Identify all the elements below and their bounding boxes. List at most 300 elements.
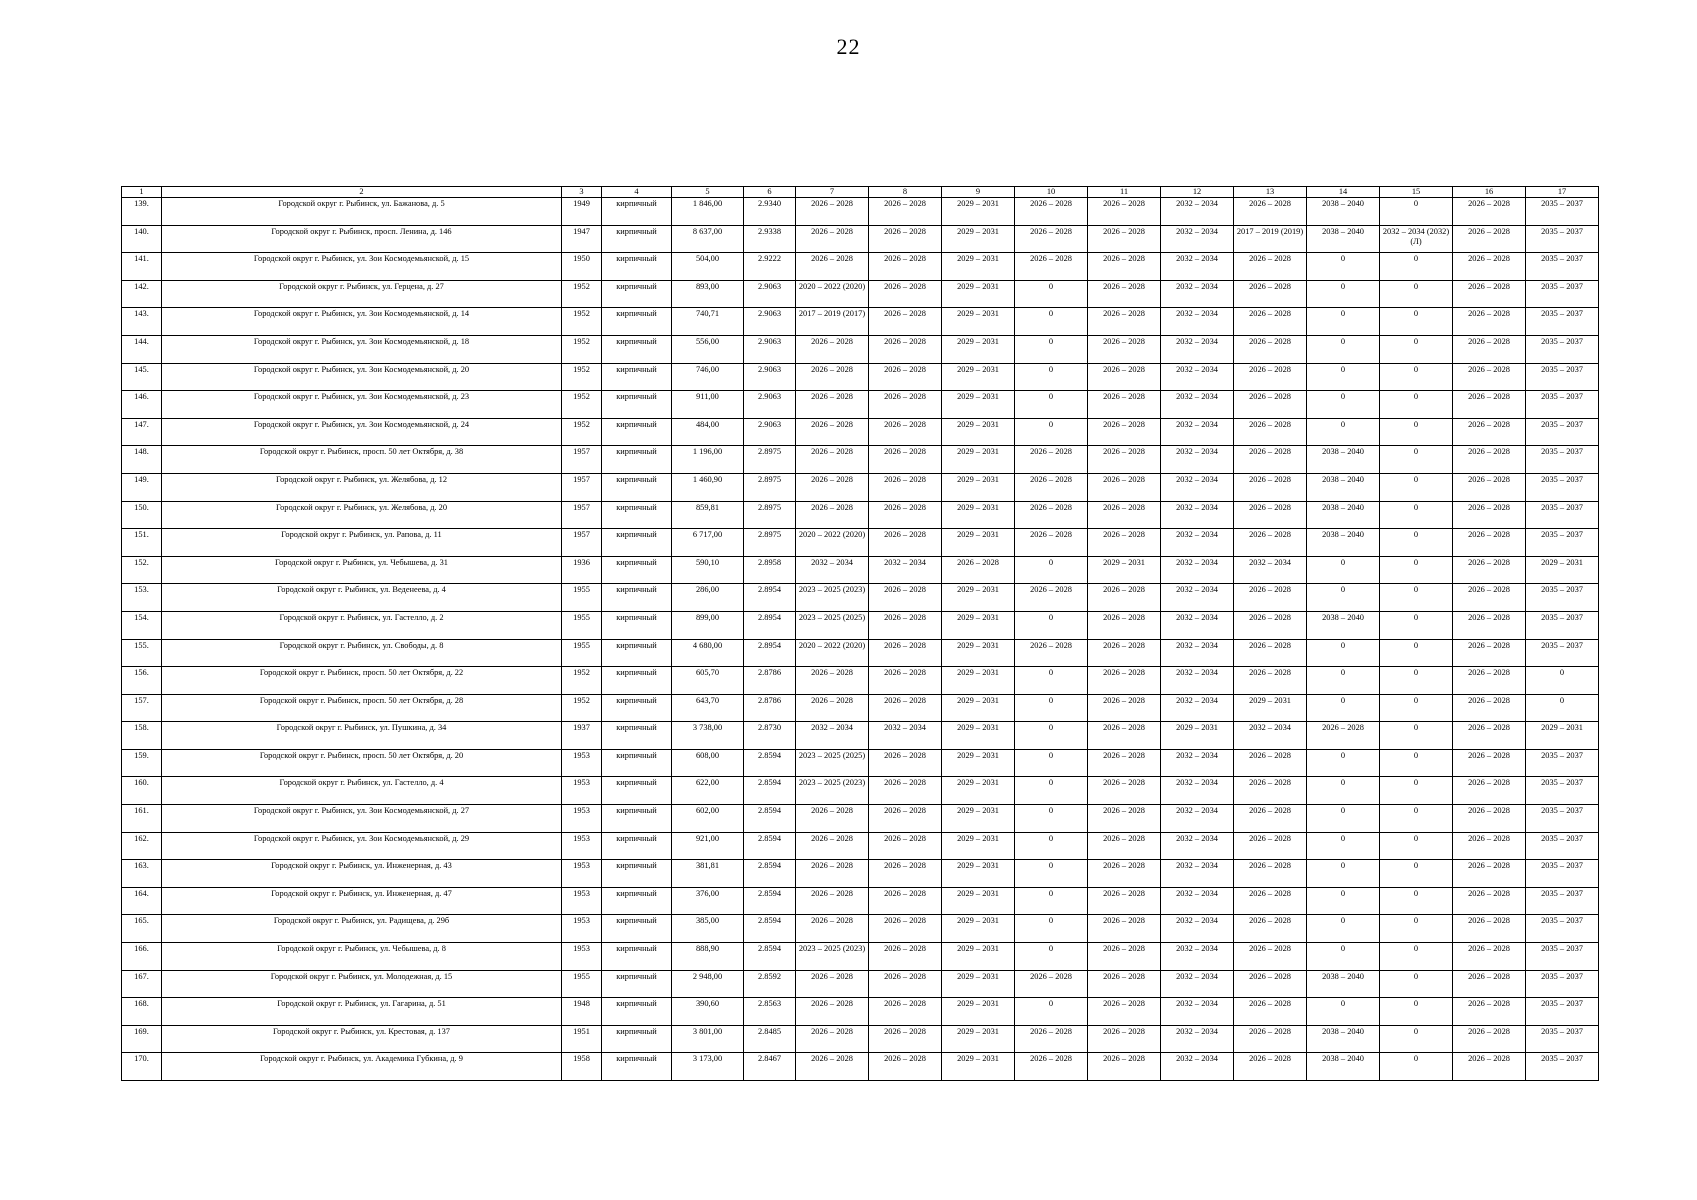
- table-cell-col-4: кирпичный: [602, 611, 672, 639]
- table-cell-col-17: 2035 – 2037: [1526, 639, 1599, 667]
- table-cell-col-10: 2026 – 2028: [1015, 584, 1088, 612]
- table-cell-col-8: 2026 – 2028: [869, 777, 942, 805]
- table-cell-col-3: 1950: [562, 253, 602, 281]
- table-cell-col-13: 2026 – 2028: [1234, 446, 1307, 474]
- address-cell: Городской округ г. Рыбинск, ул. Радищева, д. 29б: [162, 915, 562, 943]
- table-cell-col-3: 1948: [562, 998, 602, 1026]
- table-cell-col-6: 2.8594: [744, 943, 796, 971]
- table-cell-col-15: 0: [1380, 639, 1453, 667]
- table-cell-col-15: 0: [1380, 418, 1453, 446]
- table-cell-col-15: 0: [1380, 722, 1453, 750]
- table-cell-col-3: 1951: [562, 1025, 602, 1053]
- table-cell-col-6: 2.8592: [744, 970, 796, 998]
- table-cell-col-15: 0: [1380, 529, 1453, 557]
- table-cell-col-11: 2026 – 2028: [1088, 915, 1161, 943]
- area-cell: 286,00: [672, 584, 744, 612]
- table-cell-col-13: 2026 – 2028: [1234, 639, 1307, 667]
- table-cell-col-11: 2026 – 2028: [1088, 446, 1161, 474]
- row-number-cell: 166.: [122, 943, 162, 971]
- table-cell-col-17: 2035 – 2037: [1526, 253, 1599, 281]
- column-header-7: 7: [796, 187, 869, 198]
- table-cell-col-6: 2.8594: [744, 860, 796, 888]
- table-cell-col-11: 2026 – 2028: [1088, 584, 1161, 612]
- address-cell: Городской округ г. Рыбинск, ул. Зои Космодемьянской, д. 20: [162, 363, 562, 391]
- table-row: [122, 970, 1599, 998]
- table-cell-col-17: 2035 – 2037: [1526, 860, 1599, 888]
- table-cell-col-11: 2026 – 2028: [1088, 473, 1161, 501]
- table-cell-col-8: 2026 – 2028: [869, 915, 942, 943]
- table-cell-col-14: 0: [1307, 915, 1380, 943]
- table-cell-col-17: 2035 – 2037: [1526, 749, 1599, 777]
- table-cell-col-14: 2038 – 2040: [1307, 1025, 1380, 1053]
- address-cell: Городской округ г. Рыбинск, просп. 50 лет Октября, д. 38: [162, 446, 562, 474]
- table-cell-col-7: 2032 – 2034: [796, 556, 869, 584]
- table-cell-col-17: 2035 – 2037: [1526, 805, 1599, 833]
- table-cell-col-4: кирпичный: [602, 418, 672, 446]
- table-cell-col-8: 2032 – 2034: [869, 556, 942, 584]
- address-cell: Городской округ г. Рыбинск, ул. Гагарина, д. 51: [162, 998, 562, 1026]
- row-number-cell: 146.: [122, 391, 162, 419]
- table-cell-col-6: 2.8594: [744, 805, 796, 833]
- area-cell: 385,00: [672, 915, 744, 943]
- area-cell: 893,00: [672, 280, 744, 308]
- area-cell: 899,00: [672, 611, 744, 639]
- table-cell-col-16: 2026 – 2028: [1453, 805, 1526, 833]
- table-cell-col-15: 0: [1380, 391, 1453, 419]
- table-cell-col-16: 2026 – 2028: [1453, 335, 1526, 363]
- address-cell: Городской округ г. Рыбинск, ул. Зои Космодемьянской, д. 15: [162, 253, 562, 281]
- table-cell-col-14: 0: [1307, 253, 1380, 281]
- table-cell-col-8: 2026 – 2028: [869, 253, 942, 281]
- table-cell-col-14: 2038 – 2040: [1307, 501, 1380, 529]
- row-number-cell: 150.: [122, 501, 162, 529]
- table-cell-col-7: 2026 – 2028: [796, 694, 869, 722]
- table-cell-col-11: 2026 – 2028: [1088, 280, 1161, 308]
- table-cell-col-16: 2026 – 2028: [1453, 1025, 1526, 1053]
- table-cell-col-12: 2032 – 2034: [1161, 225, 1234, 253]
- table-cell-col-15: 0: [1380, 611, 1453, 639]
- table-cell-col-9: 2029 – 2031: [942, 998, 1015, 1026]
- table-cell-col-8: 2026 – 2028: [869, 280, 942, 308]
- table-cell-col-17: 2035 – 2037: [1526, 501, 1599, 529]
- table-row: [122, 308, 1599, 336]
- table-cell-col-11: 2026 – 2028: [1088, 225, 1161, 253]
- table-cell-col-4: кирпичный: [602, 970, 672, 998]
- table-cell-col-9: 2029 – 2031: [942, 529, 1015, 557]
- table-cell-col-16: 2026 – 2028: [1453, 418, 1526, 446]
- table-row: [122, 915, 1599, 943]
- table-cell-col-10: 0: [1015, 943, 1088, 971]
- table-cell-col-10: 0: [1015, 749, 1088, 777]
- column-header-3: 3: [562, 187, 602, 198]
- table-cell-col-16: 2026 – 2028: [1453, 887, 1526, 915]
- table-row: [122, 611, 1599, 639]
- row-number-cell: 144.: [122, 335, 162, 363]
- table-cell-col-7: 2020 – 2022 (2020): [796, 280, 869, 308]
- address-cell: Городской округ г. Рыбинск, ул. Желябова, д. 20: [162, 501, 562, 529]
- table-cell-col-14: 2026 – 2028: [1307, 722, 1380, 750]
- table-cell-col-14: 2038 – 2040: [1307, 1053, 1380, 1081]
- table-cell-col-17: 2035 – 2037: [1526, 529, 1599, 557]
- table-cell-col-6: 2.8485: [744, 1025, 796, 1053]
- table-cell-col-17: 2035 – 2037: [1526, 446, 1599, 474]
- table-cell-col-15: 0: [1380, 501, 1453, 529]
- table-cell-col-15: 0: [1380, 280, 1453, 308]
- table-cell-col-15: 0: [1380, 805, 1453, 833]
- table-cell-col-10: 0: [1015, 832, 1088, 860]
- table-row: [122, 667, 1599, 695]
- table-cell-col-11: 2026 – 2028: [1088, 667, 1161, 695]
- table-cell-col-10: 0: [1015, 308, 1088, 336]
- table-cell-col-10: 0: [1015, 335, 1088, 363]
- table-cell-col-13: 2026 – 2028: [1234, 198, 1307, 226]
- table-cell-col-13: 2026 – 2028: [1234, 253, 1307, 281]
- table-cell-col-3: 1952: [562, 667, 602, 695]
- table-cell-col-13: 2026 – 2028: [1234, 1025, 1307, 1053]
- address-cell: Городской округ г. Рыбинск, ул. Свободы, д. 8: [162, 639, 562, 667]
- row-number-cell: 159.: [122, 749, 162, 777]
- table-cell-col-13: 2026 – 2028: [1234, 749, 1307, 777]
- table-cell-col-8: 2026 – 2028: [869, 418, 942, 446]
- table-cell-col-6: 2.8563: [744, 998, 796, 1026]
- table-cell-col-4: кирпичный: [602, 198, 672, 226]
- table-cell-col-4: кирпичный: [602, 777, 672, 805]
- table-cell-col-12: 2032 – 2034: [1161, 970, 1234, 998]
- table-cell-col-10: 2026 – 2028: [1015, 253, 1088, 281]
- table-cell-col-11: 2026 – 2028: [1088, 749, 1161, 777]
- table-cell-col-10: 2026 – 2028: [1015, 1025, 1088, 1053]
- table-cell-col-3: 1952: [562, 694, 602, 722]
- table-row: [122, 253, 1599, 281]
- table-cell-col-11: 2026 – 2028: [1088, 529, 1161, 557]
- table-cell-col-17: 2035 – 2037: [1526, 970, 1599, 998]
- table-row: [122, 473, 1599, 501]
- row-number-cell: 169.: [122, 1025, 162, 1053]
- table-cell-col-16: 2026 – 2028: [1453, 860, 1526, 888]
- table-cell-col-7: 2023 – 2025 (2025): [796, 611, 869, 639]
- table-cell-col-4: кирпичный: [602, 749, 672, 777]
- table-cell-col-13: 2026 – 2028: [1234, 998, 1307, 1026]
- table-cell-col-12: 2032 – 2034: [1161, 749, 1234, 777]
- table-cell-col-8: 2026 – 2028: [869, 335, 942, 363]
- table-cell-col-14: 0: [1307, 556, 1380, 584]
- table-cell-col-12: 2032 – 2034: [1161, 280, 1234, 308]
- table-cell-col-12: 2032 – 2034: [1161, 418, 1234, 446]
- table-cell-col-12: 2032 – 2034: [1161, 473, 1234, 501]
- row-number-cell: 170.: [122, 1053, 162, 1081]
- table-cell-col-10: 0: [1015, 667, 1088, 695]
- row-number-cell: 151.: [122, 529, 162, 557]
- table-cell-col-6: 2.9063: [744, 308, 796, 336]
- table-cell-col-10: 0: [1015, 722, 1088, 750]
- table-cell-col-11: 2026 – 2028: [1088, 198, 1161, 226]
- table-row: [122, 556, 1599, 584]
- table-cell-col-4: кирпичный: [602, 915, 672, 943]
- table-cell-col-3: 1953: [562, 749, 602, 777]
- table-cell-col-12: 2032 – 2034: [1161, 446, 1234, 474]
- table-cell-col-6: 2.9063: [744, 391, 796, 419]
- table-cell-col-17: 2035 – 2037: [1526, 943, 1599, 971]
- table-cell-col-12: 2029 – 2031: [1161, 722, 1234, 750]
- table-cell-col-4: кирпичный: [602, 253, 672, 281]
- table-cell-col-8: 2026 – 2028: [869, 584, 942, 612]
- table-cell-col-6: 2.8954: [744, 639, 796, 667]
- table-cell-col-6: 2.8594: [744, 887, 796, 915]
- table-cell-col-7: 2026 – 2028: [796, 1025, 869, 1053]
- table-row: [122, 749, 1599, 777]
- table-cell-col-15: 0: [1380, 887, 1453, 915]
- table-cell-col-14: 2038 – 2040: [1307, 225, 1380, 253]
- table-row: [122, 335, 1599, 363]
- table-cell-col-6: 2.9063: [744, 280, 796, 308]
- table-cell-col-9: 2029 – 2031: [942, 667, 1015, 695]
- table-cell-col-9: 2029 – 2031: [942, 970, 1015, 998]
- table-cell-col-6: 2.8730: [744, 722, 796, 750]
- table-cell-col-8: 2026 – 2028: [869, 611, 942, 639]
- table-cell-col-7: 2026 – 2028: [796, 198, 869, 226]
- table-cell-col-13: 2026 – 2028: [1234, 1053, 1307, 1081]
- table-cell-col-11: 2026 – 2028: [1088, 970, 1161, 998]
- address-cell: Городской округ г. Рыбинск, ул. Зои Космодемьянской, д. 23: [162, 391, 562, 419]
- table-cell-col-3: 1952: [562, 391, 602, 419]
- table-cell-col-9: 2029 – 2031: [942, 805, 1015, 833]
- row-number-cell: 153.: [122, 584, 162, 612]
- table-cell-col-12: 2032 – 2034: [1161, 667, 1234, 695]
- table-cell-col-4: кирпичный: [602, 694, 672, 722]
- address-cell: Городской округ г. Рыбинск, ул. Рапова, д. 11: [162, 529, 562, 557]
- table-cell-col-16: 2026 – 2028: [1453, 611, 1526, 639]
- table-cell-col-11: 2026 – 2028: [1088, 418, 1161, 446]
- table-cell-col-10: 2026 – 2028: [1015, 1053, 1088, 1081]
- table-cell-col-13: 2026 – 2028: [1234, 970, 1307, 998]
- table-cell-col-11: 2026 – 2028: [1088, 832, 1161, 860]
- table-cell-col-9: 2029 – 2031: [942, 225, 1015, 253]
- table-cell-col-10: 0: [1015, 391, 1088, 419]
- table-row: [122, 1053, 1599, 1081]
- table-cell-col-14: 2038 – 2040: [1307, 529, 1380, 557]
- table-cell-col-11: 2026 – 2028: [1088, 1053, 1161, 1081]
- table-cell-col-6: 2.8786: [744, 694, 796, 722]
- table-cell-col-9: 2029 – 2031: [942, 611, 1015, 639]
- table-cell-col-16: 2026 – 2028: [1453, 749, 1526, 777]
- table-cell-col-13: 2026 – 2028: [1234, 887, 1307, 915]
- column-header-12: 12: [1161, 187, 1234, 198]
- table-cell-col-14: 0: [1307, 887, 1380, 915]
- table-cell-col-7: 2020 – 2022 (2020): [796, 639, 869, 667]
- table-cell-col-7: 2026 – 2028: [796, 253, 869, 281]
- table-cell-col-9: 2029 – 2031: [942, 1025, 1015, 1053]
- row-number-cell: 156.: [122, 667, 162, 695]
- table-cell-col-10: 0: [1015, 887, 1088, 915]
- table-cell-col-13: 2026 – 2028: [1234, 667, 1307, 695]
- table-cell-col-17: 2035 – 2037: [1526, 280, 1599, 308]
- table-cell-col-7: 2026 – 2028: [796, 1053, 869, 1081]
- table-cell-col-10: 0: [1015, 363, 1088, 391]
- table-cell-col-7: 2026 – 2028: [796, 805, 869, 833]
- table-cell-col-10: 2026 – 2028: [1015, 970, 1088, 998]
- table-cell-col-17: 2035 – 2037: [1526, 887, 1599, 915]
- area-cell: 602,00: [672, 805, 744, 833]
- address-cell: Городской округ г. Рыбинск, просп. Ленина, д. 146: [162, 225, 562, 253]
- area-cell: 381,81: [672, 860, 744, 888]
- table-cell-col-6: 2.8954: [744, 584, 796, 612]
- row-number-cell: 143.: [122, 308, 162, 336]
- table-row: [122, 446, 1599, 474]
- table-cell-col-15: 2032 – 2034 (2032) (Л): [1380, 225, 1453, 253]
- table-cell-col-12: 2032 – 2034: [1161, 777, 1234, 805]
- table-cell-col-14: 0: [1307, 805, 1380, 833]
- table-cell-col-10: 0: [1015, 805, 1088, 833]
- table-cell-col-8: 2026 – 2028: [869, 501, 942, 529]
- area-cell: 911,00: [672, 391, 744, 419]
- table-cell-col-8: 2026 – 2028: [869, 198, 942, 226]
- column-header-13: 13: [1234, 187, 1307, 198]
- table-cell-col-12: 2032 – 2034: [1161, 639, 1234, 667]
- table-cell-col-8: 2026 – 2028: [869, 473, 942, 501]
- table-cell-col-4: кирпичный: [602, 363, 672, 391]
- row-number-cell: 145.: [122, 363, 162, 391]
- table-cell-col-3: 1952: [562, 335, 602, 363]
- table-cell-col-16: 2026 – 2028: [1453, 694, 1526, 722]
- table-row: [122, 198, 1599, 226]
- address-cell: Городской округ г. Рыбинск, ул. Крестовая, д. 137: [162, 1025, 562, 1053]
- table-cell-col-7: 2023 – 2025 (2023): [796, 943, 869, 971]
- table-cell-col-12: 2032 – 2034: [1161, 335, 1234, 363]
- table-cell-col-14: 2038 – 2040: [1307, 446, 1380, 474]
- address-cell: Городской округ г. Рыбинск, просп. 50 лет Октября, д. 20: [162, 749, 562, 777]
- table-cell-col-14: 0: [1307, 860, 1380, 888]
- table-cell-col-16: 2026 – 2028: [1453, 446, 1526, 474]
- table-cell-col-12: 2032 – 2034: [1161, 556, 1234, 584]
- table-cell-col-13: 2026 – 2028: [1234, 611, 1307, 639]
- table-cell-col-14: 2038 – 2040: [1307, 473, 1380, 501]
- table-cell-col-15: 0: [1380, 998, 1453, 1026]
- table-cell-col-6: 2.8975: [744, 446, 796, 474]
- table-cell-col-10: 0: [1015, 694, 1088, 722]
- table-cell-col-12: 2032 – 2034: [1161, 1025, 1234, 1053]
- table-cell-col-4: кирпичный: [602, 1025, 672, 1053]
- area-cell: 590,10: [672, 556, 744, 584]
- table-cell-col-7: 2026 – 2028: [796, 418, 869, 446]
- table-cell-col-13: 2026 – 2028: [1234, 335, 1307, 363]
- table-cell-col-4: кирпичный: [602, 225, 672, 253]
- column-header-4: 4: [602, 187, 672, 198]
- table-cell-col-15: 0: [1380, 970, 1453, 998]
- table-cell-col-6: 2.8594: [744, 749, 796, 777]
- table-cell-col-16: 2026 – 2028: [1453, 225, 1526, 253]
- area-cell: 390,60: [672, 998, 744, 1026]
- table-cell-col-6: 2.8594: [744, 832, 796, 860]
- table-cell-col-3: 1953: [562, 805, 602, 833]
- table-cell-col-15: 0: [1380, 860, 1453, 888]
- table-cell-col-15: 0: [1380, 198, 1453, 226]
- table-cell-col-10: 0: [1015, 611, 1088, 639]
- table-cell-col-13: 2032 – 2034: [1234, 556, 1307, 584]
- table-cell-col-7: 2026 – 2028: [796, 832, 869, 860]
- table-cell-col-14: 0: [1307, 584, 1380, 612]
- area-cell: 3 801,00: [672, 1025, 744, 1053]
- table-cell-col-10: 2026 – 2028: [1015, 446, 1088, 474]
- address-cell: Городской округ г. Рыбинск, ул. Герцена, д. 27: [162, 280, 562, 308]
- address-cell: Городской округ г. Рыбинск, ул. Инженерная, д. 43: [162, 860, 562, 888]
- table-row: [122, 722, 1599, 750]
- table-cell-col-6: 2.9063: [744, 418, 796, 446]
- table-cell-col-4: кирпичный: [602, 805, 672, 833]
- row-number-cell: 157.: [122, 694, 162, 722]
- table-cell-col-9: 2029 – 2031: [942, 1053, 1015, 1081]
- table-cell-col-9: 2029 – 2031: [942, 915, 1015, 943]
- address-cell: Городской округ г. Рыбинск, ул. Бажанова, д. 5: [162, 198, 562, 226]
- address-cell: Городской округ г. Рыбинск, ул. Зои Космодемьянской, д. 29: [162, 832, 562, 860]
- table-cell-col-12: 2032 – 2034: [1161, 253, 1234, 281]
- table-cell-col-17: 2035 – 2037: [1526, 584, 1599, 612]
- table-cell-col-13: 2017 – 2019 (2019): [1234, 225, 1307, 253]
- table-cell-col-8: 2026 – 2028: [869, 749, 942, 777]
- table-cell-col-11: 2026 – 2028: [1088, 777, 1161, 805]
- table-cell-col-8: 2026 – 2028: [869, 363, 942, 391]
- table-cell-col-9: 2029 – 2031: [942, 584, 1015, 612]
- table-cell-col-9: 2029 – 2031: [942, 335, 1015, 363]
- table-cell-col-6: 2.8975: [744, 501, 796, 529]
- table-cell-col-17: 2035 – 2037: [1526, 418, 1599, 446]
- table-cell-col-4: кирпичный: [602, 943, 672, 971]
- table-cell-col-7: 2023 – 2025 (2025): [796, 749, 869, 777]
- table-cell-col-7: 2026 – 2028: [796, 887, 869, 915]
- row-number-cell: 160.: [122, 777, 162, 805]
- area-cell: 6 717,00: [672, 529, 744, 557]
- address-cell: Городской округ г. Рыбинск, ул. Гастелло, д. 2: [162, 611, 562, 639]
- table-cell-col-8: 2026 – 2028: [869, 529, 942, 557]
- column-header-6: 6: [744, 187, 796, 198]
- row-number-cell: 141.: [122, 253, 162, 281]
- table-cell-col-4: кирпичный: [602, 887, 672, 915]
- address-cell: Городской округ г. Рыбинск, ул. Зои Космодемьянской, д. 14: [162, 308, 562, 336]
- table-cell-col-10: 0: [1015, 418, 1088, 446]
- column-header-14: 14: [1307, 187, 1380, 198]
- table-cell-col-14: 0: [1307, 694, 1380, 722]
- table-cell-col-17: 2035 – 2037: [1526, 1025, 1599, 1053]
- address-cell: Городской округ г. Рыбинск, ул. Чебышева, д. 31: [162, 556, 562, 584]
- table-cell-col-3: 1955: [562, 639, 602, 667]
- table-cell-col-15: 0: [1380, 308, 1453, 336]
- area-cell: 859,81: [672, 501, 744, 529]
- table-cell-col-11: 2026 – 2028: [1088, 694, 1161, 722]
- table-cell-col-11: 2026 – 2028: [1088, 611, 1161, 639]
- table-cell-col-4: кирпичный: [602, 1053, 672, 1081]
- area-cell: 740,71: [672, 308, 744, 336]
- table-cell-col-4: кирпичный: [602, 308, 672, 336]
- table-cell-col-7: 2023 – 2025 (2023): [796, 584, 869, 612]
- table-cell-col-6: 2.9063: [744, 363, 796, 391]
- table-cell-col-12: 2032 – 2034: [1161, 501, 1234, 529]
- table-cell-col-3: 1952: [562, 418, 602, 446]
- table-cell-col-4: кирпичный: [602, 529, 672, 557]
- table-cell-col-4: кирпичный: [602, 391, 672, 419]
- table-cell-col-6: 2.8594: [744, 777, 796, 805]
- table-cell-col-16: 2026 – 2028: [1453, 1053, 1526, 1081]
- table-cell-col-16: 2026 – 2028: [1453, 832, 1526, 860]
- table-cell-col-7: 2026 – 2028: [796, 446, 869, 474]
- table-cell-col-6: 2.8467: [744, 1053, 796, 1081]
- column-header-2: 2: [162, 187, 562, 198]
- table-cell-col-3: 1955: [562, 584, 602, 612]
- table-cell-col-17: 2035 – 2037: [1526, 391, 1599, 419]
- table-cell-col-10: 0: [1015, 280, 1088, 308]
- table-cell-col-9: 2029 – 2031: [942, 308, 1015, 336]
- table-cell-col-8: 2026 – 2028: [869, 860, 942, 888]
- table-row: [122, 998, 1599, 1026]
- table-cell-col-4: кирпичный: [602, 667, 672, 695]
